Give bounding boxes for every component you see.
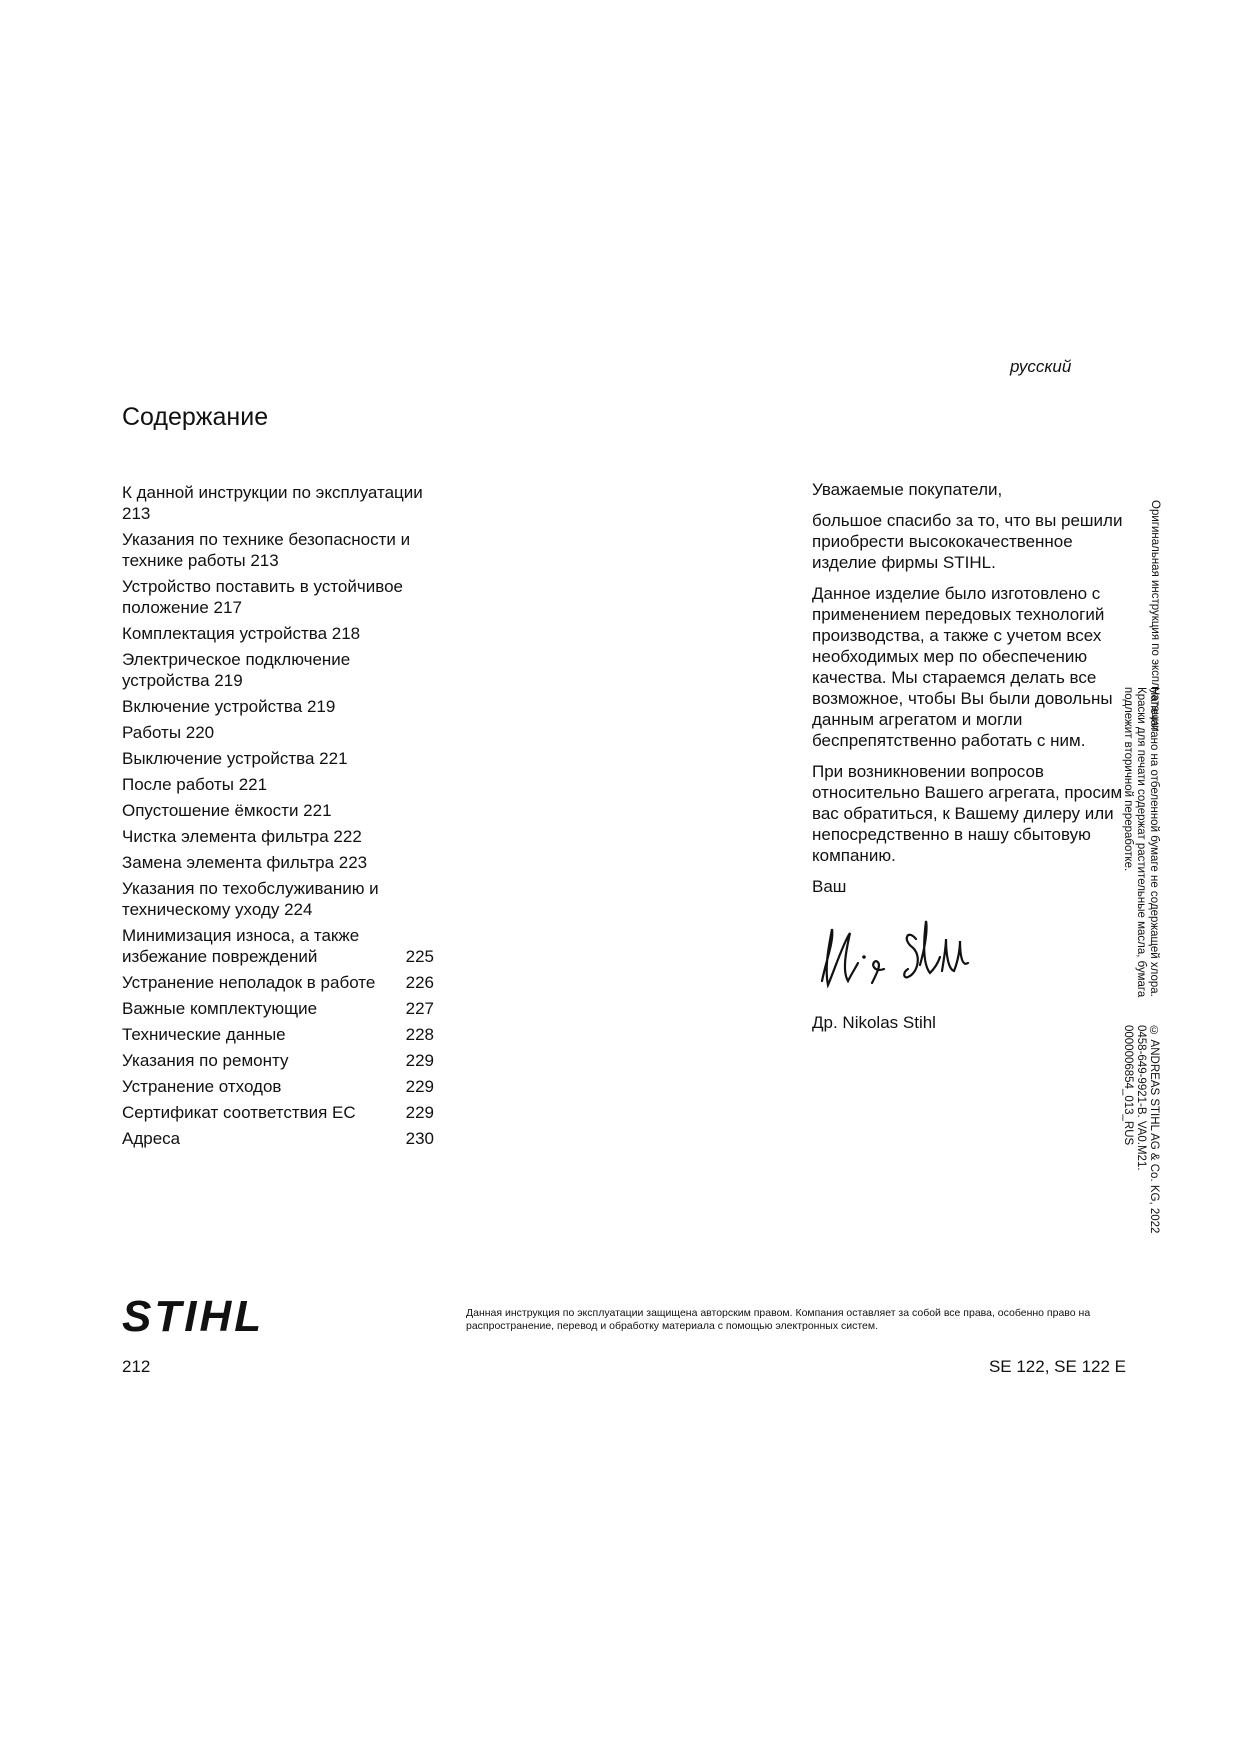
language-label: русский [1010,357,1072,376]
stihl-logo [122,1291,292,1339]
toc-entry[interactable] [122,1128,442,1149]
toc-entry[interactable] [122,1050,442,1071]
signature-image [812,911,982,1001]
welcome-letter [812,479,1132,1043]
toc-entry[interactable] [122,972,442,993]
signatory-name: Др. Nikolas Stihl [812,1013,936,1032]
toc-entry[interactable]: Комплектация устройства 218 [122,624,361,643]
letter-paragraph: Данное изделие было изготовлено с применением передовых технологий производства, а также с учетом всех необходимых мер по обеспечению качества. Мы стараемся делать все возможное, чтобы Вы были довольны данным агрегатом и могли беспрепятственно работать с ним. [812,584,1113,750]
toc-entry[interactable]: К данной инструкции по эксплуатации 213 [122,483,423,523]
letter-closing: Ваш [812,877,847,896]
toc-entry[interactable] [122,1102,442,1123]
stihl-logo-text: STIHL [122,1292,265,1339]
toc-entry-label: Сертификат соответствия ЕС [122,1103,356,1122]
toc-entry[interactable]: Чистка элемента фильтра 222 [122,827,362,846]
side-note-original: Оригинальная инструкция по эксплуатации [1149,500,1161,732]
letter-paragraph: большое спасибо за то, что вы решили приобрести высококачественное изделие фирмы STIHL. [812,511,1123,572]
toc-page-number: 225 [405,947,434,966]
letter-paragraph: При возникновении вопросов относительно Вашего агрегата, просим вас обратиться, к Вашему дилеру или непосредственно в нашу сбытовую компанию. [812,762,1123,865]
copyright-notice: Данная инструкция по эксплуатации защищена авторским правом. Компания оставляет за собой все права, особенно право на распространение, перевод и обработку материала с помощью электронных систем. [466,1307,1091,1332]
toc-page-number: 226 [405,973,434,992]
side-note-paper: Напечатано на отбеленной бумаге не содержащей хлора. Краски для печати содержат растительные масла, бумага подлежит вторичной переработке. [1122,687,1160,998]
toc-entry-label: Минимизация износа, а также избежание повреждений [122,926,360,966]
toc-page-number: 228 [405,1025,434,1044]
toc-page-number: 227 [405,999,434,1018]
toc-entry-label: Технические данные [122,1025,286,1044]
page-number: 212 [122,1357,151,1376]
toc-page-number: 229 [405,1103,434,1122]
toc-entry[interactable]: Опустошение ёмкости 221 [122,801,332,820]
toc-entry[interactable]: Работы 220 [122,723,215,742]
toc-entry[interactable] [122,925,442,967]
toc-entry[interactable]: После работы 221 [122,775,268,794]
toc-entry[interactable]: Выключение устройства 221 [122,749,348,768]
toc-entry[interactable] [122,998,442,1019]
toc-entry-label: Важные комплектующие [122,999,318,1018]
toc-entry[interactable]: Указания по технике безопасности и технике работы 213 [122,530,411,570]
toc-entry[interactable]: Включение устройства 219 [122,697,336,716]
toc-entry[interactable]: Электрическое подключение устройства 219 [122,650,351,690]
table-of-contents [122,482,442,1154]
model-name: SE 122, SE 122 E [988,1357,1126,1376]
toc-entry[interactable] [122,1076,442,1097]
toc-entry-label: Устранение неполадок в работе [122,973,376,992]
toc-entry-label: Указания по ремонту [122,1051,289,1070]
toc-page-number: 230 [405,1129,434,1148]
toc-entry[interactable] [122,1024,442,1045]
toc-entry[interactable]: Замена элемента фильтра 223 [122,853,368,872]
toc-title: Содержание [122,403,269,431]
toc-page-number: 229 [405,1051,434,1070]
toc-entry[interactable]: Устройство поставить в устойчивое положение 217 [122,577,403,617]
toc-entry[interactable]: Указания по техобслуживанию и техническому уходу 224 [122,879,379,919]
toc-entry-label: Адреса [122,1129,181,1148]
toc-entry-label: Устранение отходов [122,1077,282,1096]
toc-page-number: 229 [405,1077,434,1096]
side-note-copyright: © ANDREAS STIHL AG & Co. KG, 2022 0458-649-9921-B. VA0.M21. 0000006854_013_RUS [1122,1025,1160,1234]
letter-greeting: Уважаемые покупатели, [812,480,1003,499]
